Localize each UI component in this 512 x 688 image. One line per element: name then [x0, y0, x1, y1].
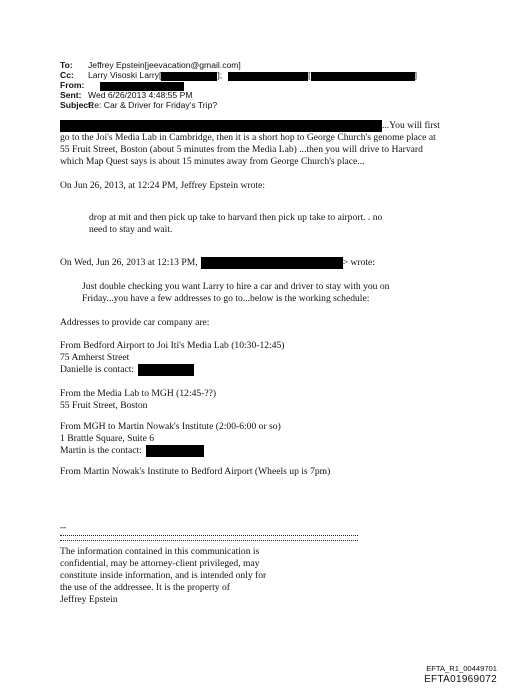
redaction-box	[311, 72, 415, 81]
redaction-box	[201, 257, 343, 269]
addresses-title: Addresses to provide car company are:	[60, 317, 210, 328]
quote-intro	[60, 257, 375, 270]
schedule-text: Danielle is contact:	[60, 364, 135, 376]
cc-end: ]	[414, 70, 417, 80]
disclaimer-line: Jeffrey Epstein	[60, 594, 118, 605]
redaction-box	[146, 445, 204, 457]
to-value: Jeffrey Epstein[jeevacation@gmail.com]	[88, 60, 241, 70]
schedule-line: From the Media Lab to MGH (12:45-??)	[60, 388, 217, 399]
header-from	[60, 80, 184, 91]
body-line: 55 Fruit Street, Boston (about 5 minutes from the Media Lab) ...then you will drive to Harvard	[60, 144, 423, 155]
redaction-box	[138, 364, 194, 376]
header-subject	[60, 100, 217, 110]
disclaimer-line: constitute inside information, and is intended only for	[60, 570, 267, 581]
schedule-line: 55 Fruit Street, Boston	[60, 400, 148, 411]
header-cc	[60, 70, 417, 81]
quote-intro-text: On Wed, Jun 26, 2013 at 12:13 PM,	[60, 257, 198, 269]
redaction-box	[60, 120, 382, 132]
body-line: which Map Quest says is about 15 minutes away from George Church's place...	[60, 156, 365, 167]
schedule-line: 75 Amherst Street	[60, 352, 130, 363]
subject-value: Re: Car & Driver for Friday's Trip?	[88, 100, 218, 110]
header-to	[60, 60, 241, 70]
cc-separator: ];	[217, 70, 223, 80]
header-sent	[60, 90, 192, 100]
quote-line: drop at mit and then pick up take to harvard then pick up take to airport. . no	[89, 212, 383, 223]
bates-number: EFTA01969072	[424, 674, 497, 685]
schedule-line: From MGH to Martin Nowak's Institute (2:00-6:00 or so)	[60, 421, 281, 432]
schedule-line: From Bedford Airport to Joi Iti's Media Lab (10:30-12:45)	[60, 340, 285, 351]
disclaimer-line: confidential, may be attorney-client privileged, may	[60, 558, 260, 569]
schedule-line	[60, 364, 194, 377]
quote-line: Just double checking you want Larry to hire a car and driver to stay with you on	[82, 281, 390, 292]
quote-line: need to stay and wait.	[89, 224, 173, 235]
from-label: From:	[60, 80, 85, 90]
quote-intro-text: > wrote:	[342, 257, 375, 269]
body-text: ...You will first	[382, 120, 440, 132]
schedule-line: 1 Brattle Square, Suite 6	[60, 433, 155, 444]
schedule-line: From Martin Nowak's Institute to Bedford Airport (Wheels up is 7pm)	[60, 466, 331, 477]
quote-line: Friday...you have a few addresses to go to...below is the working schedule:	[82, 293, 370, 304]
to-label: To:	[60, 60, 73, 70]
disclaimer-line: The information contained in this communication is	[60, 546, 260, 557]
asterisk-divider	[60, 535, 358, 541]
cc-separator: [	[308, 70, 311, 80]
schedule-text: Martin is the contact:	[60, 445, 142, 457]
body-line: go to the Joi's Media Lab in Cambridge, then it is a short hop to George Church's genome place at	[60, 132, 436, 143]
quote-intro: On Jun 26, 2013, at 12:24 PM, Jeffrey Epstein wrote:	[60, 180, 266, 191]
schedule-line	[60, 445, 204, 458]
subject-label: Subject:	[60, 100, 94, 110]
signature-dash: --	[60, 522, 66, 532]
sent-label: Sent:	[60, 90, 82, 100]
sent-value: Wed 6/26/2013 4:48:55 PM	[88, 90, 193, 100]
body-line	[60, 120, 440, 133]
cc-label: Cc:	[60, 70, 74, 80]
disclaimer-line: the use of the addressee. It is the property of	[60, 582, 230, 593]
redaction-box	[228, 70, 311, 81]
cc-value: Larry Visoski Larry[	[88, 70, 162, 80]
bates-number-small: EFTA_R1_00449701	[426, 664, 497, 673]
